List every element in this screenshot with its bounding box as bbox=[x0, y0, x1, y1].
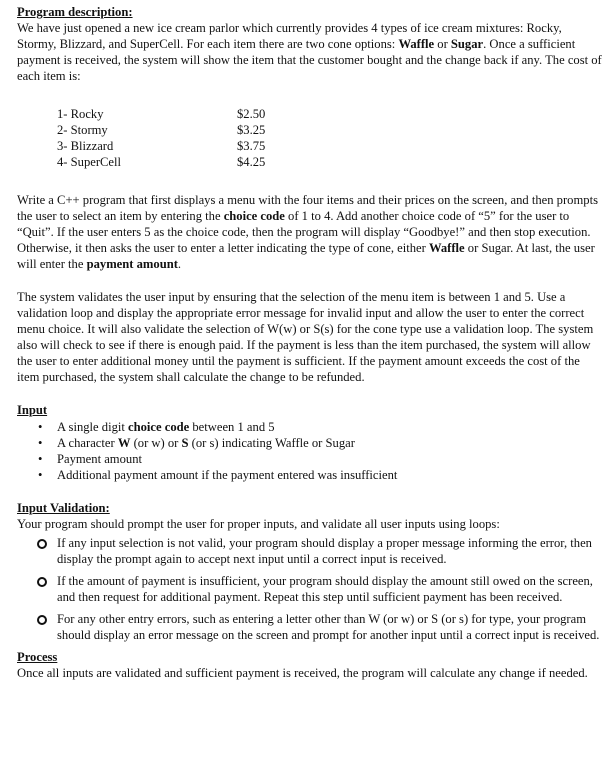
input-heading: Input bbox=[17, 403, 48, 417]
input-validation-intro: Your program should prompt the user for proper inputs, and validate all user inputs using loops: bbox=[17, 517, 500, 531]
list-item: • A character W (or w) or S (or s) indicating Waffle or Sugar bbox=[37, 435, 604, 451]
menu-item-price: $3.25 bbox=[237, 123, 266, 137]
process-heading: Process bbox=[17, 650, 58, 664]
menu-item-name: 3- Blizzard bbox=[57, 139, 114, 153]
program-description-heading: Program description: bbox=[17, 5, 133, 19]
list-item: • Additional payment amount if the payment entered was insufficient bbox=[37, 467, 604, 483]
circle-bullet-icon bbox=[37, 539, 47, 549]
program-requirements-paragraph: Write a C++ program that first displays a menu with the four items and their prices on the screen, and then prompts the user to select an item by entering the choice code of 1 to 4. Add another choice code of “5” for the user to “Quit”. If the user enters 5 as the choice code, then the program will display “Goodbye!” and then stop execution. Otherwise, it then asks the user to enter a letter indicating the type of cone, either Waffle or Sugar. At last, the user will enter the payment amount. bbox=[17, 193, 598, 271]
menu-item-price: $4.25 bbox=[237, 155, 266, 169]
list-item: • A single digit choice code between 1 and 5 bbox=[37, 419, 604, 435]
menu-item-price: $2.50 bbox=[237, 107, 266, 121]
list-item: For any other entry errors, such as entering a letter other than W (or w) or S (or s) for type, your program should display an error message on the screen and prompt for another input until a correct input is received. bbox=[35, 611, 604, 643]
program-description-paragraph: We have just opened a new ice cream parlor which currently provides 4 types of ice cream mixtures: Rocky, Stormy, Blizzard, and SuperCell. For each item there are two cone options: Waffle or Sugar. Once a sufficient payment is received, the system will show the item that the customer bought and the change back if any. The cost of each item is: bbox=[17, 21, 602, 83]
process-paragraph: Once all inputs are validated and sufficient payment is received, the program will calculate any change if needed. bbox=[17, 666, 588, 680]
validation-rules-list bbox=[17, 535, 604, 643]
input-validation-heading: Input Validation: bbox=[17, 501, 110, 515]
menu-item-name: 2- Stormy bbox=[57, 123, 108, 137]
price-menu bbox=[57, 106, 604, 170]
circle-bullet-icon bbox=[37, 615, 47, 625]
list-item: If any input selection is not valid, your program should display a proper message informing the error, then display the prompt again to accept next input until a correct input is received. bbox=[35, 535, 604, 567]
menu-item-price: $3.75 bbox=[237, 139, 266, 153]
menu-item-name: 4- SuperCell bbox=[57, 155, 122, 169]
input-list bbox=[17, 419, 604, 483]
validation-paragraph: The system validates the user input by ensuring that the selection of the menu item is between 1 and 5. Use a validation loop and display the appropriate error message for invalid input and allow the user to enter the correct menu choice. It will also validate the selection of W(w) or S(s) for the cone type use a validation loop. The system also will check to see if there is enough paid. If the payment is less than the item purchased, the system will allow the user to enter additional money until the payment is sufficient. If the payment amount exceeds the cost of the item purchased, the system shall calculate the change to be refunded. bbox=[17, 290, 594, 384]
list-item: • Payment amount bbox=[37, 451, 604, 467]
list-item: If the amount of payment is insufficient, your program should display the amount still owed on the screen, and then request for additional payment. Repeat this step until sufficient payment has been received. bbox=[35, 573, 604, 605]
menu-item-name: 1- Rocky bbox=[57, 107, 104, 121]
circle-bullet-icon bbox=[37, 577, 47, 587]
